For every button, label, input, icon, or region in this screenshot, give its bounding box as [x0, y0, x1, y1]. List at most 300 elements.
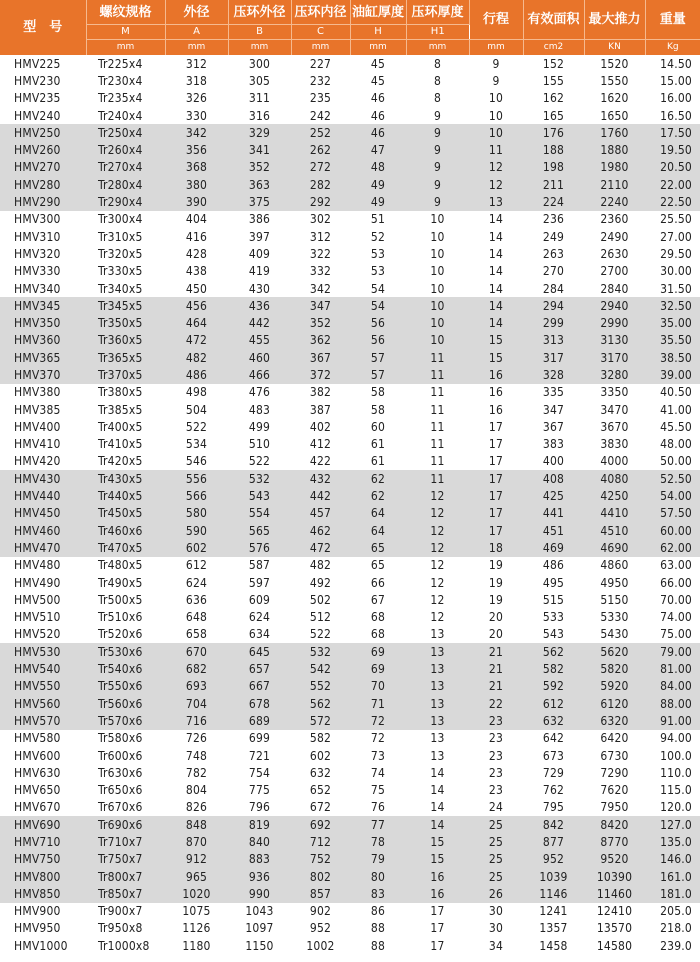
cell-outer-diameter: 318 — [185, 73, 208, 88]
cell-thread: Tr250x4 — [86, 124, 165, 141]
cell-ring-inner: 342 — [309, 281, 332, 296]
table-row — [0, 107, 700, 124]
cell-thrust: 7950 — [600, 800, 629, 815]
cell-thread: Tr550x6 — [86, 678, 165, 695]
cell-weight: 38.50 — [645, 349, 700, 366]
cell-area: 335 — [542, 385, 565, 400]
cell-area: 1146 — [523, 885, 584, 902]
cell-ring-inner: 235 — [309, 91, 332, 106]
cell-stroke: 17 — [469, 470, 523, 487]
cell-model: HMV630 — [14, 765, 61, 780]
cell-outer-diameter: 456 — [165, 297, 228, 314]
cell-cylinder-thickness: 45 — [370, 73, 386, 88]
cell-thread: Tr360x5 — [86, 332, 165, 349]
cell-outer-diameter: 522 — [185, 419, 208, 434]
cell-area: 533 — [542, 610, 565, 625]
cell-model: HMV270 — [0, 159, 86, 176]
cell-thrust: 2630 — [600, 246, 629, 261]
cell-ring-outer: 645 — [228, 643, 291, 660]
cell-model: HMV470 — [0, 539, 86, 556]
cell-cylinder-thickness: 66 — [370, 575, 386, 590]
table-row — [0, 401, 700, 418]
table-header — [0, 0, 700, 55]
table-row — [0, 280, 700, 297]
cell-thrust: 6120 — [584, 695, 645, 712]
cell-outer-diameter: 590 — [165, 522, 228, 539]
cell-thread: Tr230x4 — [98, 73, 143, 88]
cell-ring-thickness: 13 — [406, 712, 469, 729]
cell-outer-diameter: 693 — [165, 678, 228, 695]
cell-ring-outer: 460 — [228, 349, 291, 366]
cell-ring-outer: 352 — [228, 159, 291, 176]
cell-ring-inner: 412 — [309, 437, 332, 452]
cell-ring-inner: 752 — [291, 851, 350, 868]
cell-thrust: 2110 — [584, 176, 645, 193]
cell-model: HMV490 — [14, 575, 61, 590]
cell-ring-inner: 312 — [309, 229, 332, 244]
cell-ring-thickness: 16 — [406, 885, 469, 902]
cell-cylinder-thickness: 54 — [370, 281, 386, 296]
cell-ring-outer: 363 — [228, 176, 291, 193]
cell-weight: 74.00 — [660, 610, 692, 625]
cell-cylinder-thickness: 64 — [350, 505, 406, 522]
cell-weight: 40.50 — [660, 385, 692, 400]
cell-cylinder-thickness: 61 — [370, 437, 386, 452]
cell-ring-outer: 543 — [228, 487, 291, 504]
cell-ring-outer: 305 — [248, 73, 271, 88]
cell-cylinder-thickness: 57 — [350, 366, 406, 383]
cell-ring-thickness: 13 — [406, 660, 469, 677]
cell-ring-thickness: 11 — [430, 437, 445, 452]
cell-thrust: 3170 — [584, 349, 645, 366]
cell-stroke: 17 — [469, 505, 523, 522]
cell-thread: Tr430x5 — [86, 470, 165, 487]
cell-model: HMV340 — [14, 281, 61, 296]
cell-stroke: 19 — [488, 575, 504, 590]
cell-weight: 66.00 — [660, 575, 692, 590]
cell-thrust: 3280 — [584, 366, 645, 383]
table-row — [0, 418, 700, 435]
cell-stroke: 30 — [488, 921, 504, 936]
cell-cylinder-thickness: 83 — [350, 885, 406, 902]
cell-cylinder-thickness: 49 — [350, 176, 406, 193]
cell-ring-thickness: 13 — [406, 678, 469, 695]
cell-area: 543 — [542, 627, 565, 642]
cell-stroke: 11 — [469, 141, 523, 158]
cell-ring-inner: 227 — [309, 56, 332, 71]
cell-model: HMV300 — [14, 212, 61, 227]
cell-model: HMV365 — [0, 349, 86, 366]
cell-stroke: 13 — [469, 193, 523, 210]
cell-model: HMV380 — [14, 385, 61, 400]
cell-outer-diameter: 486 — [165, 366, 228, 383]
cell-outer-diameter: 438 — [185, 264, 208, 279]
cell-ring-outer: 576 — [228, 539, 291, 556]
table-row — [0, 245, 700, 262]
cell-weight: 110.0 — [660, 765, 692, 780]
cell-outer-diameter: 1020 — [165, 885, 228, 902]
cell-thrust: 11460 — [584, 885, 645, 902]
cell-ring-inner: 332 — [309, 264, 332, 279]
cell-cylinder-thickness: 69 — [350, 643, 406, 660]
cell-cylinder-thickness: 79 — [350, 851, 406, 868]
cell-weight: 81.00 — [645, 660, 700, 677]
cell-thrust: 3350 — [600, 385, 629, 400]
cell-ring-outer: 532 — [228, 470, 291, 487]
cell-thrust: 2360 — [600, 212, 629, 227]
cell-stroke: 17 — [488, 419, 504, 434]
cell-weight: 41.00 — [660, 402, 692, 417]
cell-ring-outer: 499 — [248, 419, 271, 434]
cell-ring-outer: 1097 — [245, 921, 274, 936]
cell-ring-outer: 386 — [248, 212, 271, 227]
cell-model: HMV900 — [14, 904, 61, 919]
cell-thrust: 4860 — [600, 558, 629, 573]
cell-weight: 100.0 — [660, 748, 692, 763]
header-stroke: 行程 — [469, 0, 523, 40]
cell-outer-diameter: 380 — [165, 176, 228, 193]
cell-weight: 35.00 — [645, 314, 700, 331]
cell-ring-thickness: 9 — [406, 176, 469, 193]
cell-ring-outer: 329 — [228, 124, 291, 141]
cell-stroke: 15 — [469, 332, 523, 349]
table-row — [0, 314, 700, 331]
cell-thread: Tr340x5 — [98, 281, 143, 296]
cell-stroke: 20 — [488, 627, 504, 642]
table-row — [0, 781, 700, 798]
cell-ring-thickness: 12 — [406, 539, 469, 556]
cell-outer-diameter: 602 — [165, 539, 228, 556]
cell-cylinder-thickness: 58 — [370, 402, 386, 417]
cell-ring-inner: 282 — [291, 176, 350, 193]
cell-stroke: 15 — [469, 349, 523, 366]
cell-ring-outer: 597 — [248, 575, 271, 590]
cell-cylinder-thickness: 45 — [370, 56, 386, 71]
cell-thrust: 4690 — [584, 539, 645, 556]
table-row — [0, 159, 700, 176]
cell-ring-outer: 754 — [248, 765, 271, 780]
cell-thread: Tr345x5 — [86, 297, 165, 314]
cell-thread: Tr260x4 — [86, 141, 165, 158]
cell-cylinder-thickness: 56 — [350, 332, 406, 349]
cell-area: 294 — [523, 297, 584, 314]
cell-outer-diameter: 326 — [185, 91, 208, 106]
cell-cylinder-thickness: 53 — [370, 264, 386, 279]
table-row — [0, 349, 700, 366]
cell-stroke: 12 — [469, 176, 523, 193]
cell-model: HMV240 — [14, 108, 61, 123]
cell-area: 162 — [542, 91, 565, 106]
cell-ring-inner: 902 — [309, 904, 332, 919]
cell-thread: Tr240x4 — [98, 108, 143, 123]
cell-outer-diameter: 416 — [185, 229, 208, 244]
cell-model: HMV540 — [0, 660, 86, 677]
cell-outer-diameter: 624 — [185, 575, 208, 590]
cell-ring-outer: 667 — [228, 678, 291, 695]
cell-ring-inner: 602 — [309, 748, 332, 763]
cell-stroke: 25 — [469, 868, 523, 885]
cell-area: 451 — [523, 522, 584, 539]
cell-outer-diameter: 636 — [185, 592, 208, 607]
table-row — [0, 678, 700, 695]
cell-model: HMV950 — [14, 921, 61, 936]
cell-ring-thickness: 9 — [406, 141, 469, 158]
cell-thrust: 5150 — [600, 592, 629, 607]
cell-cylinder-thickness: 67 — [370, 592, 386, 607]
header-unit: mm — [165, 40, 228, 56]
table-row — [0, 297, 700, 314]
cell-ring-thickness: 11 — [406, 470, 469, 487]
cell-ring-outer: 554 — [228, 505, 291, 522]
table-row — [0, 868, 700, 885]
table-row — [0, 72, 700, 89]
cell-ring-thickness: 11 — [406, 366, 469, 383]
cell-stroke: 17 — [469, 487, 523, 504]
cell-thread: Tr500x5 — [98, 592, 143, 607]
cell-weight: 50.00 — [660, 454, 692, 469]
cell-cylinder-thickness: 64 — [350, 522, 406, 539]
cell-ring-outer: 678 — [228, 695, 291, 712]
cell-area: 425 — [523, 487, 584, 504]
table-row — [0, 730, 700, 747]
cell-thrust: 6420 — [600, 731, 629, 746]
cell-area: 224 — [523, 193, 584, 210]
cell-model: HMV440 — [0, 487, 86, 504]
cell-outer-diameter: 390 — [165, 193, 228, 210]
cell-stroke: 14 — [488, 212, 504, 227]
cell-model: HMV345 — [0, 297, 86, 314]
cell-ring-thickness: 15 — [406, 833, 469, 850]
table-row — [0, 487, 700, 504]
cell-cylinder-thickness: 48 — [350, 159, 406, 176]
cell-area: 198 — [523, 159, 584, 176]
cell-ring-inner: 462 — [291, 522, 350, 539]
cell-model: HMV235 — [14, 91, 61, 106]
cell-thrust: 9520 — [584, 851, 645, 868]
cell-cylinder-thickness: 72 — [350, 712, 406, 729]
cell-stroke: 30 — [488, 904, 504, 919]
cell-thrust: 5430 — [600, 627, 629, 642]
cell-thread: Tr370x5 — [86, 366, 165, 383]
cell-ring-inner: 347 — [291, 297, 350, 314]
cell-model: HMV450 — [0, 505, 86, 522]
cell-outer-diameter: 782 — [185, 765, 208, 780]
cell-model: HMV500 — [14, 592, 61, 607]
cell-outer-diameter: 566 — [165, 487, 228, 504]
cell-thrust: 1760 — [584, 124, 645, 141]
cell-thrust: 1620 — [600, 91, 629, 106]
cell-weight: 57.50 — [645, 505, 700, 522]
cell-area: 328 — [523, 366, 584, 383]
cell-thrust: 8420 — [584, 816, 645, 833]
cell-model: HMV460 — [0, 522, 86, 539]
table-row — [0, 747, 700, 764]
cell-weight: 79.00 — [645, 643, 700, 660]
header-sub-h: H — [350, 25, 406, 40]
table-row — [0, 903, 700, 920]
cell-ring-outer: 689 — [228, 712, 291, 729]
cell-ring-thickness: 10 — [430, 264, 445, 279]
cell-cylinder-thickness: 51 — [370, 212, 386, 227]
cell-model: HMV260 — [0, 141, 86, 158]
cell-outer-diameter: 682 — [165, 660, 228, 677]
table-row — [0, 539, 700, 556]
cell-stroke: 34 — [488, 938, 504, 953]
cell-area: 263 — [542, 246, 565, 261]
cell-ring-outer: 300 — [248, 56, 271, 71]
cell-thread: Tr530x6 — [86, 643, 165, 660]
cell-thread: Tr470x5 — [86, 539, 165, 556]
cell-model: HMV420 — [14, 454, 61, 469]
cell-ring-outer: 419 — [248, 264, 271, 279]
cell-area: 495 — [542, 575, 565, 590]
cell-stroke: 26 — [469, 885, 523, 902]
cell-ring-outer: 819 — [228, 816, 291, 833]
cell-stroke: 23 — [469, 712, 523, 729]
cell-stroke: 16 — [488, 385, 504, 400]
cell-model: HMV225 — [14, 56, 61, 71]
cell-thrust: 2940 — [584, 297, 645, 314]
cell-ring-outer: 609 — [248, 592, 271, 607]
cell-stroke: 10 — [488, 108, 504, 123]
header-ring-outer-diameter: 压环外径 — [228, 0, 291, 25]
cell-outer-diameter: 330 — [185, 108, 208, 123]
cell-outer-diameter: 342 — [165, 124, 228, 141]
cell-outer-diameter: 482 — [165, 349, 228, 366]
cell-thrust: 4250 — [584, 487, 645, 504]
table-row — [0, 453, 700, 470]
cell-stroke: 21 — [469, 660, 523, 677]
header-sub-a: A — [165, 25, 228, 40]
table-row — [0, 141, 700, 158]
cell-area: 592 — [523, 678, 584, 695]
cell-ring-inner: 242 — [309, 108, 332, 123]
cell-weight: 22.50 — [645, 193, 700, 210]
cell-ring-inner: 272 — [291, 159, 350, 176]
cell-area: 347 — [542, 402, 565, 417]
cell-ring-inner: 802 — [291, 868, 350, 885]
header-unit: KN — [584, 40, 645, 56]
cell-thread: Tr520x6 — [98, 627, 143, 642]
cell-thread: Tr280x4 — [86, 176, 165, 193]
cell-stroke: 21 — [469, 643, 523, 660]
cell-model: HMV850 — [0, 885, 86, 902]
cell-weight: 70.00 — [660, 592, 692, 607]
cell-weight: 14.50 — [660, 56, 692, 71]
cell-stroke: 16 — [469, 366, 523, 383]
cell-area: 236 — [542, 212, 565, 227]
cell-ring-thickness: 10 — [430, 246, 445, 261]
cell-thrust: 5920 — [584, 678, 645, 695]
cell-ring-thickness: 12 — [430, 575, 445, 590]
cell-thrust: 1650 — [600, 108, 629, 123]
table-row — [0, 211, 700, 228]
cell-thrust: 7620 — [600, 783, 629, 798]
cell-outer-diameter: 404 — [185, 212, 208, 227]
cell-ring-outer: 397 — [248, 229, 271, 244]
cell-stroke: 10 — [488, 91, 504, 106]
cell-model: HMV330 — [14, 264, 61, 279]
cell-ring-outer: 840 — [228, 833, 291, 850]
table-row — [0, 193, 700, 210]
cell-area: 1039 — [523, 868, 584, 885]
cell-ring-inner: 252 — [291, 124, 350, 141]
cell-ring-thickness: 17 — [430, 938, 445, 953]
cell-weight: 161.0 — [645, 868, 700, 885]
cell-thread: Tr580x6 — [98, 731, 143, 746]
cell-outer-diameter: 648 — [185, 610, 208, 625]
cell-area: 383 — [542, 437, 565, 452]
cell-weight: 84.00 — [645, 678, 700, 695]
cell-model: HMV520 — [14, 627, 61, 642]
header-unit: mm — [291, 40, 350, 56]
cell-ring-thickness: 17 — [430, 921, 445, 936]
cell-thread: Tr570x6 — [86, 712, 165, 729]
cell-outer-diameter: 658 — [185, 627, 208, 642]
cell-cylinder-thickness: 88 — [370, 938, 386, 953]
cell-thread: Tr560x6 — [86, 695, 165, 712]
cell-ring-thickness: 16 — [406, 868, 469, 885]
cell-ring-inner: 532 — [291, 643, 350, 660]
table-row — [0, 695, 700, 712]
cell-area: 299 — [523, 314, 584, 331]
cell-ring-thickness: 11 — [430, 419, 445, 434]
table-row — [0, 90, 700, 107]
header-unit: Kg — [645, 40, 700, 56]
cell-stroke: 19 — [488, 558, 504, 573]
cell-ring-thickness: 11 — [430, 454, 445, 469]
cell-thrust: 4000 — [600, 454, 629, 469]
cell-ring-thickness: 10 — [406, 314, 469, 331]
header-sub-b: B — [228, 25, 291, 40]
cell-thrust: 3470 — [600, 402, 629, 417]
cell-ring-outer: 565 — [228, 522, 291, 539]
cell-area: 152 — [542, 56, 565, 71]
cell-cylinder-thickness: 65 — [370, 558, 386, 573]
cell-weight: 29.50 — [660, 246, 692, 261]
cell-ring-inner: 372 — [291, 366, 350, 383]
cell-ring-outer: 634 — [248, 627, 271, 642]
cell-area: 249 — [542, 229, 565, 244]
table-row — [0, 436, 700, 453]
cell-ring-inner: 482 — [309, 558, 332, 573]
cell-thread: Tr290x4 — [86, 193, 165, 210]
cell-area: 1357 — [539, 921, 568, 936]
cell-stroke: 23 — [488, 783, 504, 798]
cell-weight: 39.00 — [645, 366, 700, 383]
cell-thrust: 3670 — [600, 419, 629, 434]
cell-cylinder-thickness: 68 — [370, 610, 386, 625]
cell-stroke: 25 — [469, 833, 523, 850]
cell-ring-inner: 292 — [291, 193, 350, 210]
header-unit: mm — [86, 40, 165, 56]
cell-stroke: 25 — [469, 816, 523, 833]
cell-model: HMV410 — [14, 437, 61, 452]
cell-ring-inner: 472 — [291, 539, 350, 556]
cell-ring-inner: 367 — [291, 349, 350, 366]
table-body — [0, 55, 700, 954]
cell-stroke: 10 — [469, 124, 523, 141]
header-weight: 重量 — [645, 0, 700, 40]
cell-weight: 31.50 — [660, 281, 692, 296]
cell-weight: 52.50 — [645, 470, 700, 487]
cell-thrust: 7290 — [600, 765, 629, 780]
cell-thrust: 4410 — [584, 505, 645, 522]
cell-cylinder-thickness: 72 — [370, 731, 386, 746]
cell-model: HMV600 — [14, 748, 61, 763]
header-ring-thickness: 压环厚度 — [406, 0, 469, 25]
cell-ring-thickness: 10 — [406, 297, 469, 314]
